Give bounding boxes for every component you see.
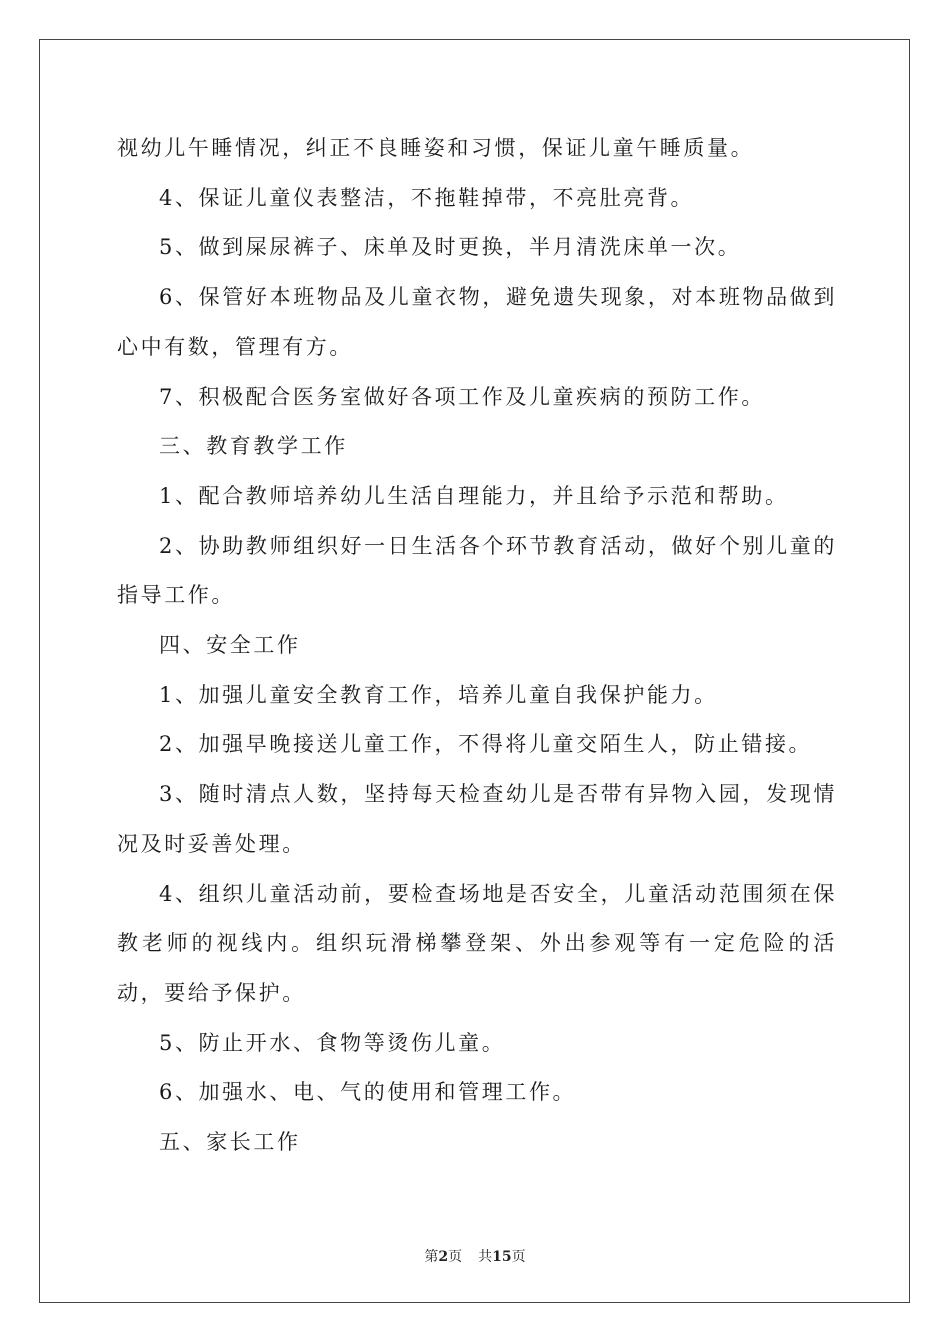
total-suffix: 页: [511, 1249, 526, 1265]
paragraph: 4、保证儿童仪表整洁，不拖鞋掉带，不亮肚亮背。: [159, 185, 695, 210]
paragraph: 2、加强早晚接送儿童工作，不得将儿童交陌生人，防止错接。: [159, 732, 813, 757]
section-heading: 四、安全工作: [159, 633, 301, 658]
paragraph: 4、组织儿童活动前，要检查场地是否安全，儿童活动范围须在保教老师的视线内。组织玩滑梯攀登架、外出参观等有一定危险的活动，要给予保护。: [117, 881, 837, 1005]
document-body: [117, 124, 837, 1168]
paragraph: 3、随时清点人数，坚持每天检查幼儿是否带有异物入园，发现情况及时妥善处理。: [117, 782, 837, 856]
page-number: 2: [438, 1249, 449, 1265]
paragraph: 6、加强水、电、气的使用和管理工作。: [159, 1080, 577, 1105]
paragraph: 1、加强儿童安全教育工作，培养儿童自我保护能力。: [159, 682, 718, 707]
paragraph: 视幼儿午睡情况，纠正不良睡姿和习惯，保证儿童午睡质量。: [117, 136, 755, 160]
paragraph: 7、积极配合医务室做好各项工作及儿童疾病的预防工作。: [159, 384, 765, 409]
paragraph: 5、防止开水、食物等烫伤儿童。: [159, 1030, 506, 1055]
paragraph: 1、配合教师培养幼儿生活自理能力，并且给予示范和帮助。: [159, 483, 789, 508]
section-heading: 五、家长工作: [159, 1130, 301, 1155]
total-pages: 15: [492, 1249, 512, 1265]
page-prefix: 第: [424, 1249, 439, 1265]
page-footer: [0, 1247, 950, 1267]
total-prefix: 共: [478, 1249, 493, 1265]
paragraph: 5、做到屎尿裤子、床单及时更换，半月清洗床单一次。: [159, 235, 742, 260]
paragraph: 2、协助教师组织好一日生活各个环节教育活动，做好个别儿童的指导工作。: [117, 533, 837, 608]
paragraph: 6、保管好本班物品及儿童衣物，避免遗失现象，对本班物品做到心中有数，管理有方。: [117, 285, 837, 359]
section-heading: 三、教育教学工作: [159, 434, 348, 459]
page-suffix: 页: [448, 1249, 463, 1265]
